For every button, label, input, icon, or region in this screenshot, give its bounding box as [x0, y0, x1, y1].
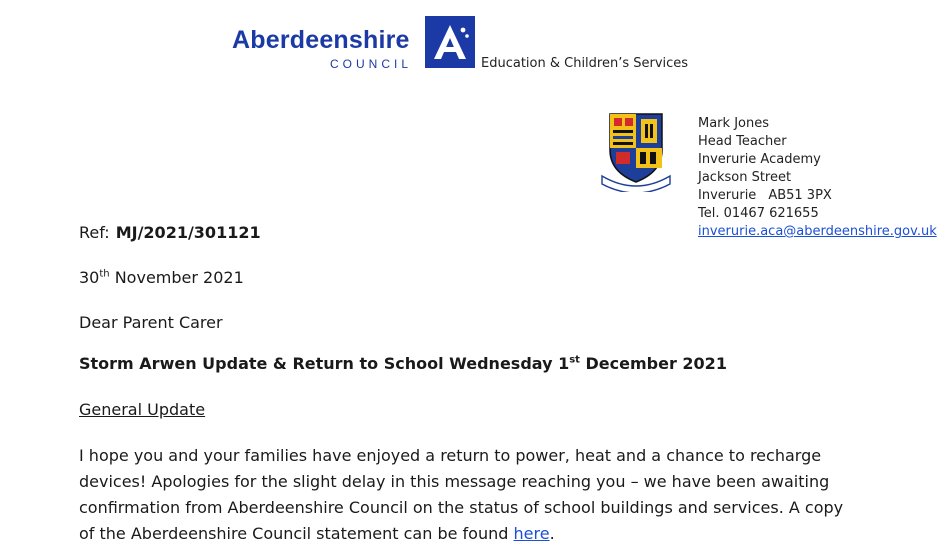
sender-role: Head Teacher	[698, 134, 787, 149]
postcode: AB51 3PX	[768, 188, 832, 203]
reference-label: Ref:	[79, 223, 110, 242]
greeting: Dear Parent Carer	[79, 313, 223, 332]
subject-suffix: st	[569, 354, 580, 366]
date-suffix: th	[99, 268, 110, 280]
body-paragraph	[79, 443, 859, 547]
subject-rest: December 2021	[579, 354, 727, 373]
school-name: Inverurie Academy	[698, 152, 821, 167]
town: Inverurie	[698, 188, 757, 203]
aberdeenshire-logo-icon	[425, 16, 475, 68]
date-day: 30	[79, 268, 100, 287]
department-name: Education & Children’s Services	[481, 56, 689, 71]
council-subtitle: COUNCIL	[330, 57, 413, 71]
subject-main: Storm Arwen Update & Return to School Wednesday 1	[79, 354, 570, 373]
section-heading: General Update	[79, 400, 206, 419]
email-link[interactable]: inverurie.aca@aberdeenshire.gov.uk	[698, 224, 937, 239]
council-name: Aberdeenshire	[232, 26, 410, 54]
reference-line	[79, 223, 261, 242]
paragraph-end: .	[549, 524, 555, 543]
sender-address-block	[698, 115, 937, 241]
reference-value: MJ/2021/301121	[115, 223, 261, 242]
letter-subject	[79, 354, 727, 373]
school-crest-icon	[600, 110, 672, 192]
statement-link[interactable]: here	[513, 524, 550, 543]
letter-date	[79, 268, 244, 287]
paragraph-text: I hope you and your families have enjoyed a return to power, heat and a chance to recharge devices! Apologies for the slight delay in this message reaching you – we have been awaiting confirmation from Aberdeenshire Council on the status of school buildings and services. A copy of the Aberdeenshire Council statement can be found	[79, 446, 844, 543]
sender-name: Mark Jones	[698, 116, 769, 131]
town-postcode	[698, 187, 937, 205]
telephone: Tel. 01467 621655	[698, 206, 819, 221]
date-month-year: November 2021	[109, 268, 244, 287]
street-address: Jackson Street	[698, 170, 792, 185]
